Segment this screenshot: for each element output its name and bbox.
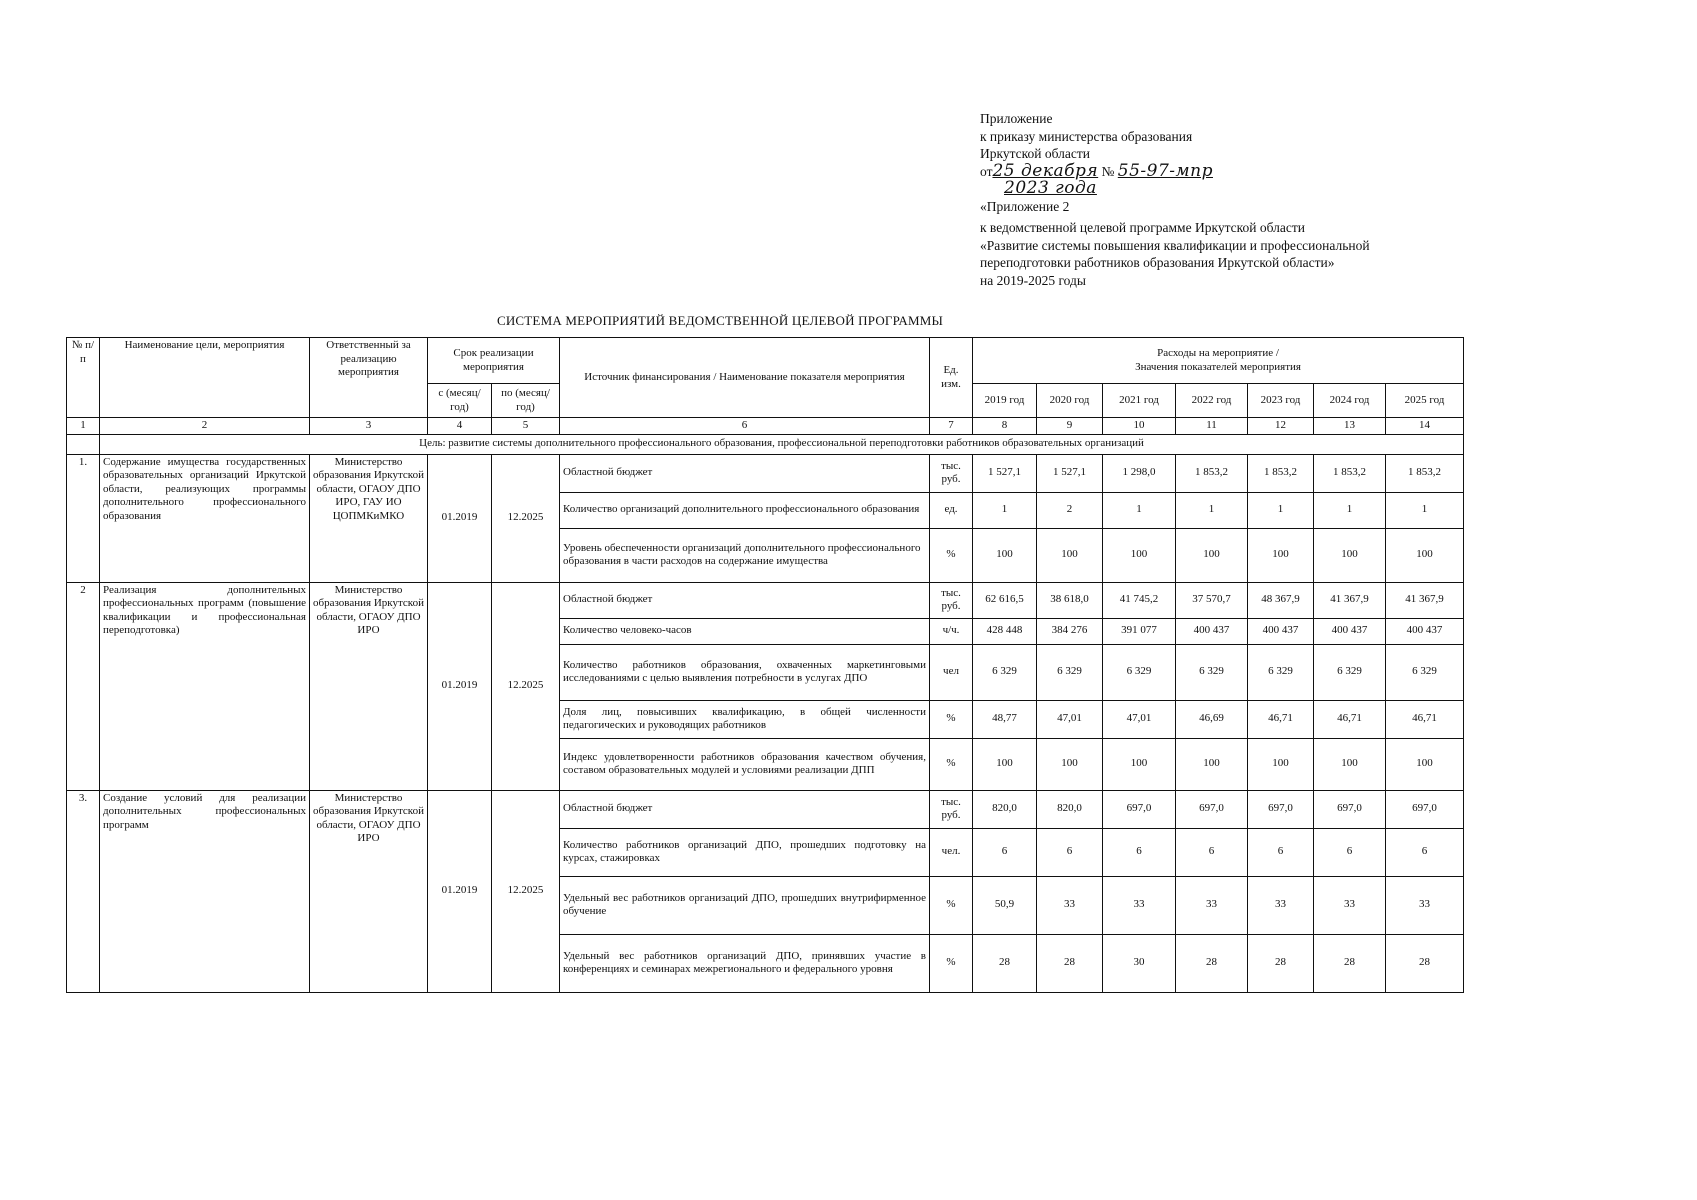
indicator-label: Областной бюджет: [560, 582, 930, 618]
value-cell: 6: [973, 828, 1037, 876]
event-from: 01.2019: [428, 454, 492, 582]
value-cell: 1: [1386, 492, 1464, 528]
value-cell: 33: [1176, 876, 1248, 934]
value-cell: 38 618,0: [1037, 582, 1103, 618]
value-cell: 1 298,0: [1103, 454, 1176, 492]
value-cell: 697,0: [1248, 790, 1314, 828]
value-cell: 100: [1386, 528, 1464, 582]
header-name: Наименование цели, мероприятия: [100, 338, 310, 418]
date-prefix: от: [980, 163, 993, 179]
indicator-label: Количество организаций дополнительного профессионального образования: [560, 492, 930, 528]
value-cell: 41 367,9: [1314, 582, 1386, 618]
value-cell: 400 437: [1314, 618, 1386, 644]
column-number: 9: [1037, 418, 1103, 435]
indicator-unit: %: [930, 876, 973, 934]
region-line: Иркутской области: [980, 146, 1091, 161]
indicator-unit: тыс. руб.: [930, 454, 973, 492]
table-row: [67, 582, 1464, 618]
value-cell: 820,0: [1037, 790, 1103, 828]
value-cell: 33: [1314, 876, 1386, 934]
indicator-unit: %: [930, 738, 973, 790]
column-number: 2: [100, 418, 310, 435]
events-table: [66, 337, 1464, 993]
indicator-label: Областной бюджет: [560, 454, 930, 492]
value-cell: 41 745,2: [1103, 582, 1176, 618]
event-from: 01.2019: [428, 582, 492, 790]
value-cell: 1 853,2: [1248, 454, 1314, 492]
indicator-unit: тыс. руб.: [930, 790, 973, 828]
table-row: [67, 790, 1464, 828]
value-cell: 30: [1103, 934, 1176, 992]
column-number: 5: [492, 418, 560, 435]
value-cell: 6 329: [1248, 644, 1314, 700]
event-from: 01.2019: [428, 790, 492, 992]
value-cell: 1 853,2: [1176, 454, 1248, 492]
indicator-label: Количество работников организаций ДПО, прошедших подготовку на курсах, стажировках: [560, 828, 930, 876]
value-cell: 6: [1176, 828, 1248, 876]
value-cell: 48 367,9: [1248, 582, 1314, 618]
value-cell: 33: [1386, 876, 1464, 934]
value-cell: 6 329: [973, 644, 1037, 700]
value-cell: 400 437: [1176, 618, 1248, 644]
value-cell: 100: [1314, 738, 1386, 790]
header-to: по (месяц/год): [492, 384, 560, 418]
column-number: 4: [428, 418, 492, 435]
event-name: Создание условий для реализации дополнительных профессиональных программ: [100, 790, 310, 992]
header-unit: Ед. изм.: [930, 338, 973, 418]
column-number: 10: [1103, 418, 1176, 435]
value-cell: 697,0: [1314, 790, 1386, 828]
handwritten-year-line: [980, 180, 1540, 198]
event-responsible: Министерство образования Иркутской области, ОГАОУ ДПО ИРО: [310, 790, 428, 992]
indicator-label: Количество работников образования, охваченных маркетинговыми исследованиями с целью выявления потребности в услугах ДПО: [560, 644, 930, 700]
value-cell: 46,69: [1176, 700, 1248, 738]
value-cell: 1 853,2: [1314, 454, 1386, 492]
event-responsible: Министерство образования Иркутской области, ОГАОУ ДПО ИРО: [310, 582, 428, 790]
column-number-row: [67, 418, 1464, 435]
value-cell: 46,71: [1314, 700, 1386, 738]
handwritten-year: 2023 года: [1004, 178, 1097, 198]
indicator-unit: %: [930, 528, 973, 582]
indicator-unit: чел.: [930, 828, 973, 876]
indicator-unit: ед.: [930, 492, 973, 528]
value-cell: 6: [1037, 828, 1103, 876]
value-cell: 400 437: [1386, 618, 1464, 644]
header-year: 2022 год: [1176, 384, 1248, 418]
value-cell: 33: [1103, 876, 1176, 934]
value-cell: 28: [1248, 934, 1314, 992]
value-cell: 1 527,1: [1037, 454, 1103, 492]
column-number: 3: [310, 418, 428, 435]
header-source: Источник финансирования / Наименование показателя мероприятия: [560, 338, 930, 418]
value-cell: 6 329: [1103, 644, 1176, 700]
value-cell: 46,71: [1386, 700, 1464, 738]
event-to: 12.2025: [492, 582, 560, 790]
value-cell: 6 329: [1386, 644, 1464, 700]
program-line-3: переподготовки работников образования Иркутской области»: [980, 255, 1335, 270]
goal-text: Цель: развитие системы дополнительного профессионального образования, профессиональной переподготовки работников образовательных организаций: [100, 434, 1464, 454]
indicator-unit: %: [930, 700, 973, 738]
value-cell: 62 616,5: [973, 582, 1037, 618]
value-cell: 100: [1176, 528, 1248, 582]
handwritten-number: 55-97-мпр: [1117, 160, 1213, 181]
value-cell: 1: [1103, 492, 1176, 528]
header-year: 2021 год: [1103, 384, 1176, 418]
value-cell: 100: [1176, 738, 1248, 790]
indicator-label: Доля лиц, повысивших квалификацию, в общей численности педагогических и руководящих работников: [560, 700, 930, 738]
column-number: 1: [67, 418, 100, 435]
value-cell: 1: [1314, 492, 1386, 528]
table-row: [67, 454, 1464, 492]
program-line-4: на 2019-2025 годы: [980, 272, 1086, 288]
value-cell: 428 448: [973, 618, 1037, 644]
header-year: 2019 год: [973, 384, 1037, 418]
indicator-label: Индекс удовлетворенности работников образования качеством обучения, составом образовательных модулей и условиями реализации ДПП: [560, 738, 930, 790]
event-name: Содержание имущества государственных образовательных организаций Иркутской области, реализующих программы дополнительного профессионального образования: [100, 454, 310, 582]
value-cell: 28: [1037, 934, 1103, 992]
value-cell: 100: [1037, 738, 1103, 790]
appendix-label: Приложение: [980, 111, 1053, 126]
value-cell: 6: [1103, 828, 1176, 876]
value-cell: 47,01: [1103, 700, 1176, 738]
value-cell: 391 077: [1103, 618, 1176, 644]
value-cell: 1: [1248, 492, 1314, 528]
value-cell: 28: [1314, 934, 1386, 992]
program-line-1: к ведомственной целевой программе Иркутской области: [980, 220, 1305, 235]
value-cell: 28: [1176, 934, 1248, 992]
value-cell: 6 329: [1037, 644, 1103, 700]
indicator-unit: ч/ч.: [930, 618, 973, 644]
value-cell: 6: [1248, 828, 1314, 876]
indicator-unit: чел: [930, 644, 973, 700]
header-expenses: [973, 338, 1464, 384]
appendix2-label: «Приложение 2: [980, 198, 1070, 214]
value-cell: 1: [973, 492, 1037, 528]
event-number: 1.: [67, 454, 100, 582]
value-cell: 50,9: [973, 876, 1037, 934]
value-cell: 28: [973, 934, 1037, 992]
value-cell: 697,0: [1386, 790, 1464, 828]
column-number: 11: [1176, 418, 1248, 435]
event-name: Реализация дополнительных профессиональных программ (повышение квалификации и профессиональная переподготовка): [100, 582, 310, 790]
value-cell: 6: [1386, 828, 1464, 876]
value-cell: 100: [1248, 528, 1314, 582]
value-cell: 47,01: [1037, 700, 1103, 738]
header-from: с (месяц/год): [428, 384, 492, 418]
goal-row: [67, 434, 1464, 454]
value-cell: 37 570,7: [1176, 582, 1248, 618]
value-cell: 1 853,2: [1386, 454, 1464, 492]
indicator-unit: тыс. руб.: [930, 582, 973, 618]
header-year: 2023 год: [1248, 384, 1314, 418]
value-cell: 2: [1037, 492, 1103, 528]
handwritten-date: 25 декабря: [992, 160, 1099, 181]
value-cell: 384 276: [1037, 618, 1103, 644]
value-cell: 41 367,9: [1386, 582, 1464, 618]
header-num: № п/п: [67, 338, 100, 418]
column-number: 13: [1314, 418, 1386, 435]
event-responsible: Министерство образования Иркутской области, ОГАОУ ДПО ИРО, ГАУ ИО ЦОПМКиМКО: [310, 454, 428, 582]
value-cell: 400 437: [1248, 618, 1314, 644]
value-cell: 28: [1386, 934, 1464, 992]
event-to: 12.2025: [492, 454, 560, 582]
indicator-label: Областной бюджет: [560, 790, 930, 828]
program-line-2: «Развитие системы повышения квалификации и профессиональной: [980, 237, 1370, 253]
column-number: 8: [973, 418, 1037, 435]
column-number: 12: [1248, 418, 1314, 435]
document-title: СИСТЕМА МЕРОПРИЯТИЙ ВЕДОМСТВЕННОЙ ЦЕЛЕВОЙ ПРОГРАММЫ: [496, 313, 944, 328]
header-expenses-line2: Значения показателей мероприятия: [1135, 360, 1301, 373]
value-cell: 48,77: [973, 700, 1037, 738]
value-cell: 697,0: [1176, 790, 1248, 828]
value-cell: 1: [1176, 492, 1248, 528]
event-number: 3.: [67, 790, 100, 992]
indicator-label: Уровень обеспеченности организаций дополнительного профессионального образования в части расходов на содержание имущества: [560, 528, 930, 582]
value-cell: 100: [1103, 528, 1176, 582]
value-cell: 33: [1248, 876, 1314, 934]
header-period: Срок реализации мероприятия: [428, 338, 560, 384]
indicator-unit: %: [930, 934, 973, 992]
column-number: 7: [930, 418, 973, 435]
value-cell: 46,71: [1248, 700, 1314, 738]
event-to: 12.2025: [492, 790, 560, 992]
value-cell: 6 329: [1314, 644, 1386, 700]
order-line: к приказу министерства образования: [980, 128, 1193, 144]
header-year: 2025 год: [1386, 384, 1464, 418]
column-number: 14: [1386, 418, 1464, 435]
value-cell: 100: [973, 738, 1037, 790]
header-year: 2020 год: [1037, 384, 1103, 418]
column-number: 6: [560, 418, 930, 435]
value-cell: 100: [1386, 738, 1464, 790]
value-cell: 33: [1037, 876, 1103, 934]
indicator-label: Количество человеко-часов: [560, 618, 930, 644]
indicator-label: Удельный вес работников организаций ДПО, принявших участие в конференциях и семинарах межрегионального и федерального уровня: [560, 934, 930, 992]
value-cell: 100: [973, 528, 1037, 582]
value-cell: 100: [1103, 738, 1176, 790]
value-cell: 6: [1314, 828, 1386, 876]
event-number: 2: [67, 582, 100, 790]
value-cell: 100: [1037, 528, 1103, 582]
value-cell: 1 527,1: [973, 454, 1037, 492]
header-responsible: Ответственный за реализацию мероприятия: [310, 338, 428, 418]
value-cell: 697,0: [1103, 790, 1176, 828]
value-cell: 100: [1314, 528, 1386, 582]
document-header: [980, 110, 1540, 289]
header-year: 2024 год: [1314, 384, 1386, 418]
value-cell: 6 329: [1176, 644, 1248, 700]
value-cell: 100: [1248, 738, 1314, 790]
number-prefix: №: [1101, 163, 1115, 179]
value-cell: 820,0: [973, 790, 1037, 828]
header-expenses-line1: Расходы на мероприятие /: [1157, 347, 1279, 359]
indicator-label: Удельный вес работников организаций ДПО, прошедших внутрифирменное обучение: [560, 876, 930, 934]
